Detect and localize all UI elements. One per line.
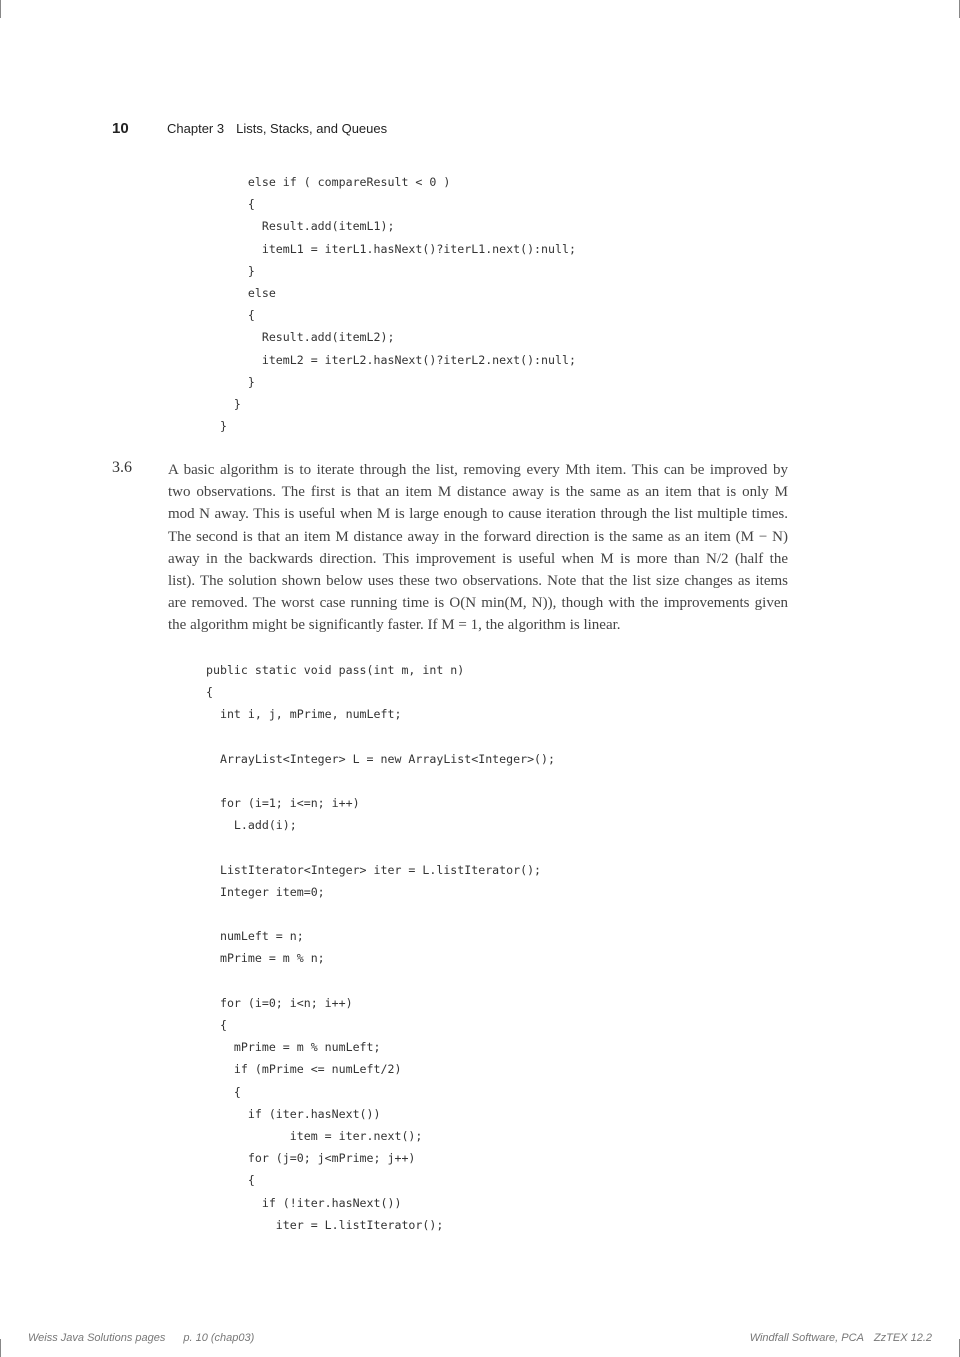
crop-mark-top-left-v [0, 0, 1, 18]
crop-mark-bottom-left-v [0, 1339, 1, 1357]
code-line: itemL1 = iterL1.hasNext()?iterL1.next():null; [206, 241, 576, 256]
code-block-merge [206, 171, 576, 437]
code-line: for (j=0; j<mPrime; j++) [206, 1151, 416, 1166]
paragraph-line: A basic algorithm is to iterate through the list, removing every Mth item. This can be improved by [168, 462, 788, 478]
code-line: } [206, 419, 227, 434]
code-line: else [206, 285, 276, 300]
code-line: item = iter.next(); [206, 1128, 423, 1143]
code-line: } [206, 374, 255, 389]
exercise-number: 3.6 [112, 459, 132, 476]
code-line: } [206, 396, 241, 411]
code-line: ArrayList<Integer> L = new ArrayList<Integer>(); [206, 751, 556, 766]
code-line [206, 903, 555, 925]
footer-page-info: p. 10 (chap03) [183, 1332, 255, 1344]
code-line: { [206, 197, 255, 212]
code-line [206, 770, 555, 792]
code-line: { [206, 1084, 241, 1099]
code-line: { [206, 1173, 255, 1188]
code-line: mPrime = m % n; [206, 951, 325, 966]
code-line [206, 837, 555, 859]
footer-source: Weiss Java Solutions pages [28, 1332, 166, 1344]
code-line: else if ( compareResult < 0 ) [206, 175, 451, 189]
code-line: Result.add(itemL1); [206, 219, 395, 234]
code-line: Result.add(itemL2); [206, 330, 395, 345]
code-line: { [206, 308, 255, 323]
paragraph-line: the algorithm might be significantly faster. If M = 1, the algorithm is linear. [168, 617, 621, 634]
paragraph-line: away in the backwards direction. This improvement is useful when M is more than N/2 (half the [168, 550, 788, 567]
code-line: numLeft = n; [206, 929, 304, 944]
code-line: Integer item=0; [206, 884, 325, 899]
code-line: if (!iter.hasNext()) [206, 1195, 402, 1210]
paragraph-line: mod N away. This is useful when M is large enough to cause iteration through the list multiple times. [168, 506, 788, 523]
code-line: public static void pass(int m, int n) [206, 663, 465, 677]
code-line: for (i=1; i<=n; i++) [206, 796, 360, 811]
chapter-label: Chapter 3 [167, 121, 225, 136]
chapter-title: Lists, Stacks, and Queues [236, 121, 388, 136]
code-line [206, 970, 555, 992]
footer-left [28, 1332, 254, 1344]
code-line: } [206, 263, 255, 278]
paragraph-line: are removed. The worst case running time is O(N min(M, N)), though with the improvements given [168, 595, 788, 612]
code-line: L.add(i); [206, 818, 297, 833]
code-line: iter = L.listIterator(); [206, 1217, 444, 1232]
exercise-text [168, 459, 788, 637]
code-line: ListIterator<Integer> iter = L.listIterator(); [206, 862, 542, 877]
paragraph-line: The second is that an item M distance away in the forward direction is the same as an item (M − N) [168, 528, 788, 545]
code-line: mPrime = m % numLeft; [206, 1040, 381, 1055]
code-line: { [206, 1018, 227, 1032]
code-line: { [206, 685, 213, 700]
footer-right [750, 1332, 932, 1344]
paragraph-line: list). The solution shown below uses these two observations. Note that the list size changes as items [168, 572, 788, 589]
code-line: if (mPrime <= numLeft/2) [206, 1062, 402, 1077]
footer-publisher: Windfall Software, PCA [749, 1332, 864, 1344]
footer-version: ZzTEX 12.2 [873, 1332, 932, 1344]
code-line: if (iter.hasNext()) [206, 1106, 381, 1121]
code-line [206, 726, 555, 748]
code-line: for (i=0; i<n; i++) [206, 995, 353, 1010]
page-number: 10 [112, 120, 129, 137]
running-header [112, 120, 387, 137]
code-block-pass [206, 659, 555, 1236]
paragraph-line: two observations. The first is that an item M distance away is the same as an item that is only M [168, 484, 788, 501]
code-line: int i, j, mPrime, numLeft; [206, 707, 402, 722]
code-line: itemL2 = iterL2.hasNext()?iterL2.next():null; [206, 352, 576, 367]
